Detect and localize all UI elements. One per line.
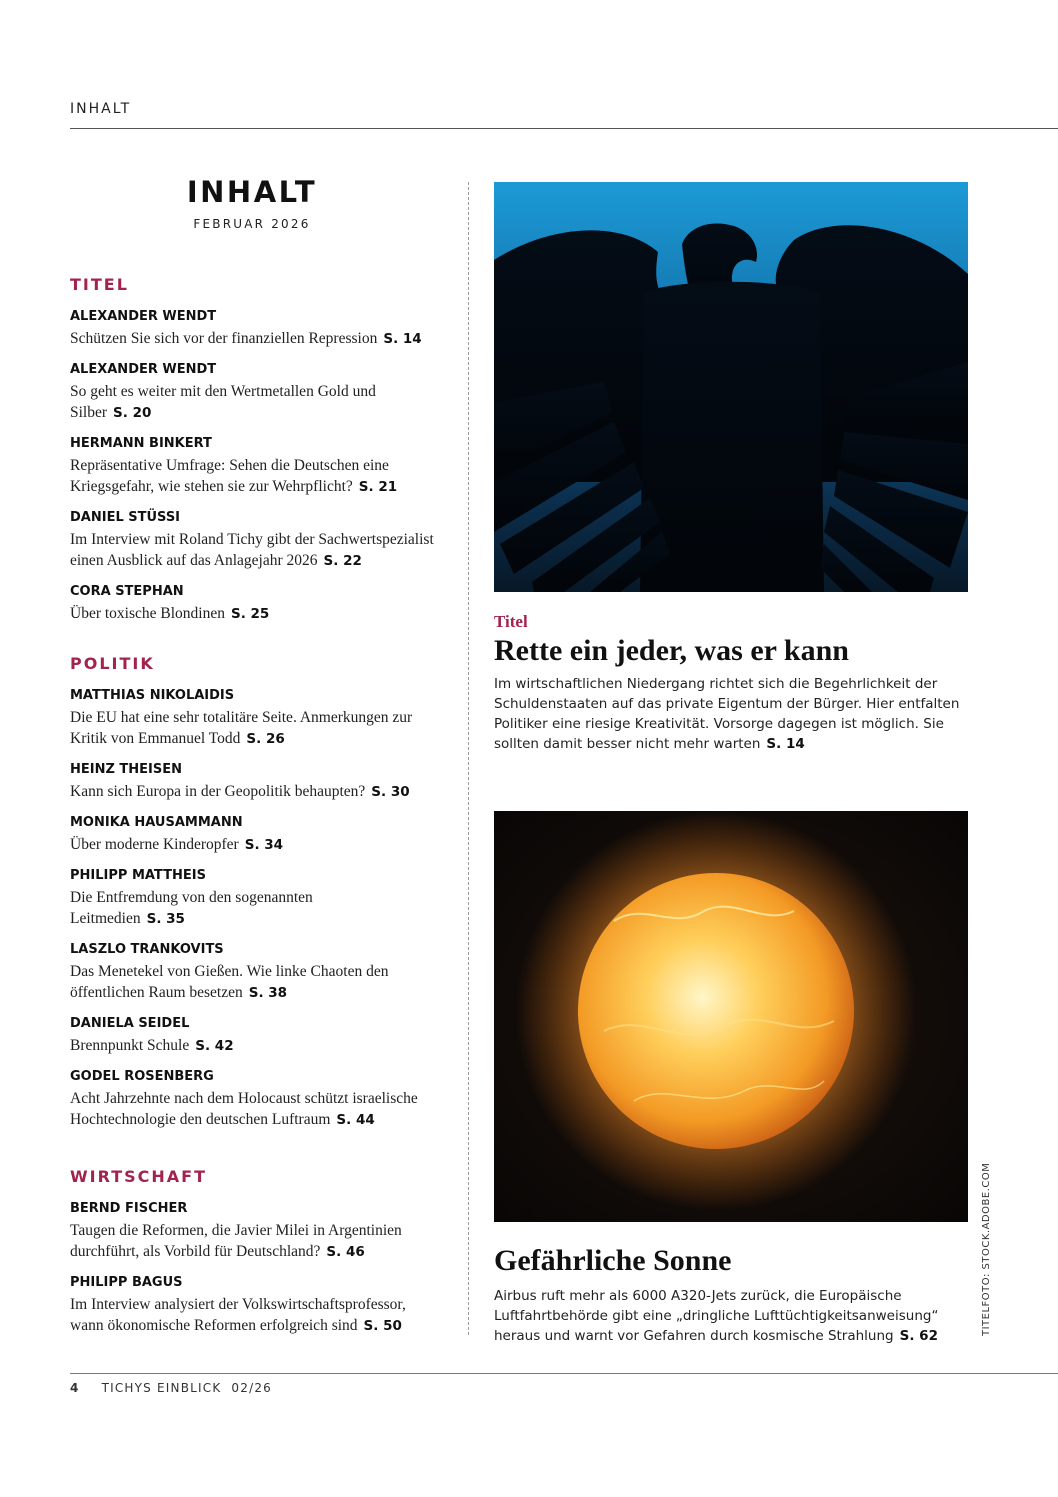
entry-page: S. 42 — [195, 1038, 234, 1054]
entry-author: ALEXANDER WENDT — [70, 309, 217, 324]
entry-author: MONIKA HAUSAMMANN — [70, 815, 243, 830]
entry-description: Die Entfremdung von den sogenannten Leitmedien S. 35 — [70, 889, 313, 927]
toc-entry[interactable] — [70, 1200, 450, 1263]
entry-page: S. 20 — [113, 405, 152, 421]
entry-author: ALEXANDER WENDT — [70, 362, 217, 377]
eagle-silhouette — [494, 182, 968, 592]
toc-entry[interactable] — [70, 435, 450, 498]
toc-title: INHALT — [186, 175, 318, 209]
entry-page: S. 34 — [244, 837, 284, 853]
entry-description: Kann sich Europa in der Geopolitik behaupten? S. 30 — [70, 783, 410, 800]
page-footer — [70, 1381, 272, 1395]
entry-author: PHILIPP MATTHEIS — [70, 868, 206, 883]
toc-entry[interactable] — [70, 308, 450, 350]
entry-description: Über toxische Blondinen S. 25 — [70, 605, 270, 622]
toc-entry[interactable] — [70, 814, 450, 856]
section-title: TITEL — [70, 275, 129, 294]
sun-story[interactable] — [494, 1242, 968, 1346]
entry-author: HERMANN BINKERT — [70, 436, 212, 451]
section-titel — [70, 275, 450, 636]
entry-author: DANIELA SEIDEL — [70, 1016, 190, 1031]
entry-description: Taugen die Reformen, die Javier Milei in Argentinien durchführt, als Vorbild für Deutschland? S. 46 — [70, 1222, 402, 1260]
toc-header — [70, 175, 434, 231]
issue-date: FEBRUAR 2026 — [193, 217, 311, 231]
column-divider — [468, 182, 469, 1335]
toc-entry[interactable] — [70, 509, 450, 572]
entry-description: Über moderne Kinderopfer S. 34 — [70, 836, 284, 853]
feature-title: Gefährliche Sonne — [494, 1244, 732, 1277]
entry-author: PHILIPP BAGUS — [70, 1275, 183, 1290]
photo-credit: TITELFOTO: STOCK.ADOBE.COM — [981, 1162, 992, 1336]
entry-page: S. 38 — [248, 985, 288, 1001]
eagle-cover-image — [494, 182, 968, 592]
entry-description: Repräsentative Umfrage: Sehen die Deutschen eine Kriegsgefahr, wie stehen sie zur Wehrpflicht? S. 21 — [70, 457, 398, 495]
publication-name: TICHYS EINBLICK 02/26 — [101, 1381, 273, 1395]
entry-author: BERND FISCHER — [70, 1201, 188, 1216]
section-title: POLITIK — [70, 654, 155, 673]
entry-author: MATTHIAS NIKOLAIDIS — [70, 688, 235, 703]
entry-description: Acht Jahrzehnte nach dem Holocaust schützt israelische Hochtechnologie den deutschen Luftraum S. 44 — [70, 1090, 418, 1128]
toc-entry[interactable] — [70, 1274, 450, 1337]
entry-page: S. 46 — [326, 1244, 365, 1260]
entry-page: S. 22 — [323, 553, 362, 569]
toc-entry[interactable] — [70, 361, 450, 424]
entry-author: DANIEL STÜSSI — [70, 510, 181, 525]
toc-entry[interactable] — [70, 583, 450, 625]
entry-description: Im Interview mit Roland Tichy gibt der Sachwertspezialist einen Ausblick auf das Anlagejahr 2026 S. 22 — [70, 531, 434, 569]
feature-kicker: Titel — [494, 612, 528, 631]
feature-description: Airbus ruft mehr als 6000 A320-Jets zurück, die Europäische Luftfahrtbehörde gibt eine „dringliche Lufttüchtigkeitsanweisung“ heraus und warnt vor Gefahren durch kosmische Strahlung S. 62 — [494, 1288, 939, 1344]
toc-entry[interactable] — [70, 941, 450, 1004]
feature-page: S. 62 — [899, 1328, 938, 1344]
header-rule — [70, 128, 1058, 129]
toc-entry[interactable] — [70, 761, 450, 803]
running-header: INHALT — [70, 101, 132, 117]
entry-page: S. 25 — [230, 606, 270, 622]
entry-description: Brennpunkt Schule S. 42 — [70, 1037, 234, 1054]
toc-entry[interactable] — [70, 1015, 450, 1057]
cover-story[interactable] — [494, 612, 968, 754]
entry-description: So geht es weiter mit den Wertmetallen Gold und Silber S. 20 — [70, 383, 376, 421]
entry-page: S. 35 — [146, 911, 185, 927]
entry-page: S. 21 — [358, 479, 398, 495]
footer-rule — [70, 1373, 1058, 1374]
entry-page: S. 14 — [383, 331, 422, 347]
entry-page: S. 26 — [246, 731, 285, 747]
entry-description: Die EU hat eine sehr totalitäre Seite. Anmerkungen zur Kritik von Emmanuel Todd S. 26 — [70, 709, 413, 747]
entry-author: HEINZ THEISEN — [70, 762, 183, 777]
feature-description: Im wirtschaftlichen Niedergang richtet sich die Begehrlichkeit der Schuldenstaaten auf das private Eigentum der Bürger. Hier entfalten Politiker eine riesige Kreativität. Vorsorge dagegen ist möglich. Sie sollten damit besser nicht mehr warten S. 14 — [494, 676, 960, 752]
entry-description: Das Menetekel von Gießen. Wie linke Chaoten den öffentlichen Raum besetzen S. 38 — [70, 963, 389, 1001]
toc-entry[interactable] — [70, 867, 450, 930]
entry-author: LASZLO TRANKOVITS — [70, 942, 224, 957]
section-politik — [70, 654, 450, 1142]
feature-page: S. 14 — [766, 736, 805, 752]
feature-title: Rette ein jeder, was er kann — [494, 634, 849, 667]
sun-illustration — [494, 811, 968, 1222]
entry-page: S. 30 — [371, 784, 410, 800]
section-title: WIRTSCHAFT — [70, 1167, 207, 1186]
entry-description: Im Interview analysiert der Volkswirtschaftsprofessor, wann ökonomische Reformen erfolgreich sind S. 50 — [70, 1296, 406, 1334]
entry-page: S. 50 — [363, 1318, 402, 1334]
sun-image — [494, 811, 968, 1222]
entry-page: S. 44 — [336, 1112, 375, 1128]
entry-author: CORA STEPHAN — [70, 584, 184, 599]
toc-entry[interactable] — [70, 687, 450, 750]
page-number: 4 — [70, 1381, 80, 1395]
toc-entry[interactable] — [70, 1068, 450, 1131]
entry-author: GODEL ROSENBERG — [70, 1069, 214, 1084]
entry-description: Schützen Sie sich vor der finanziellen Repression S. 14 — [70, 330, 422, 347]
section-wirtschaft — [70, 1167, 450, 1348]
